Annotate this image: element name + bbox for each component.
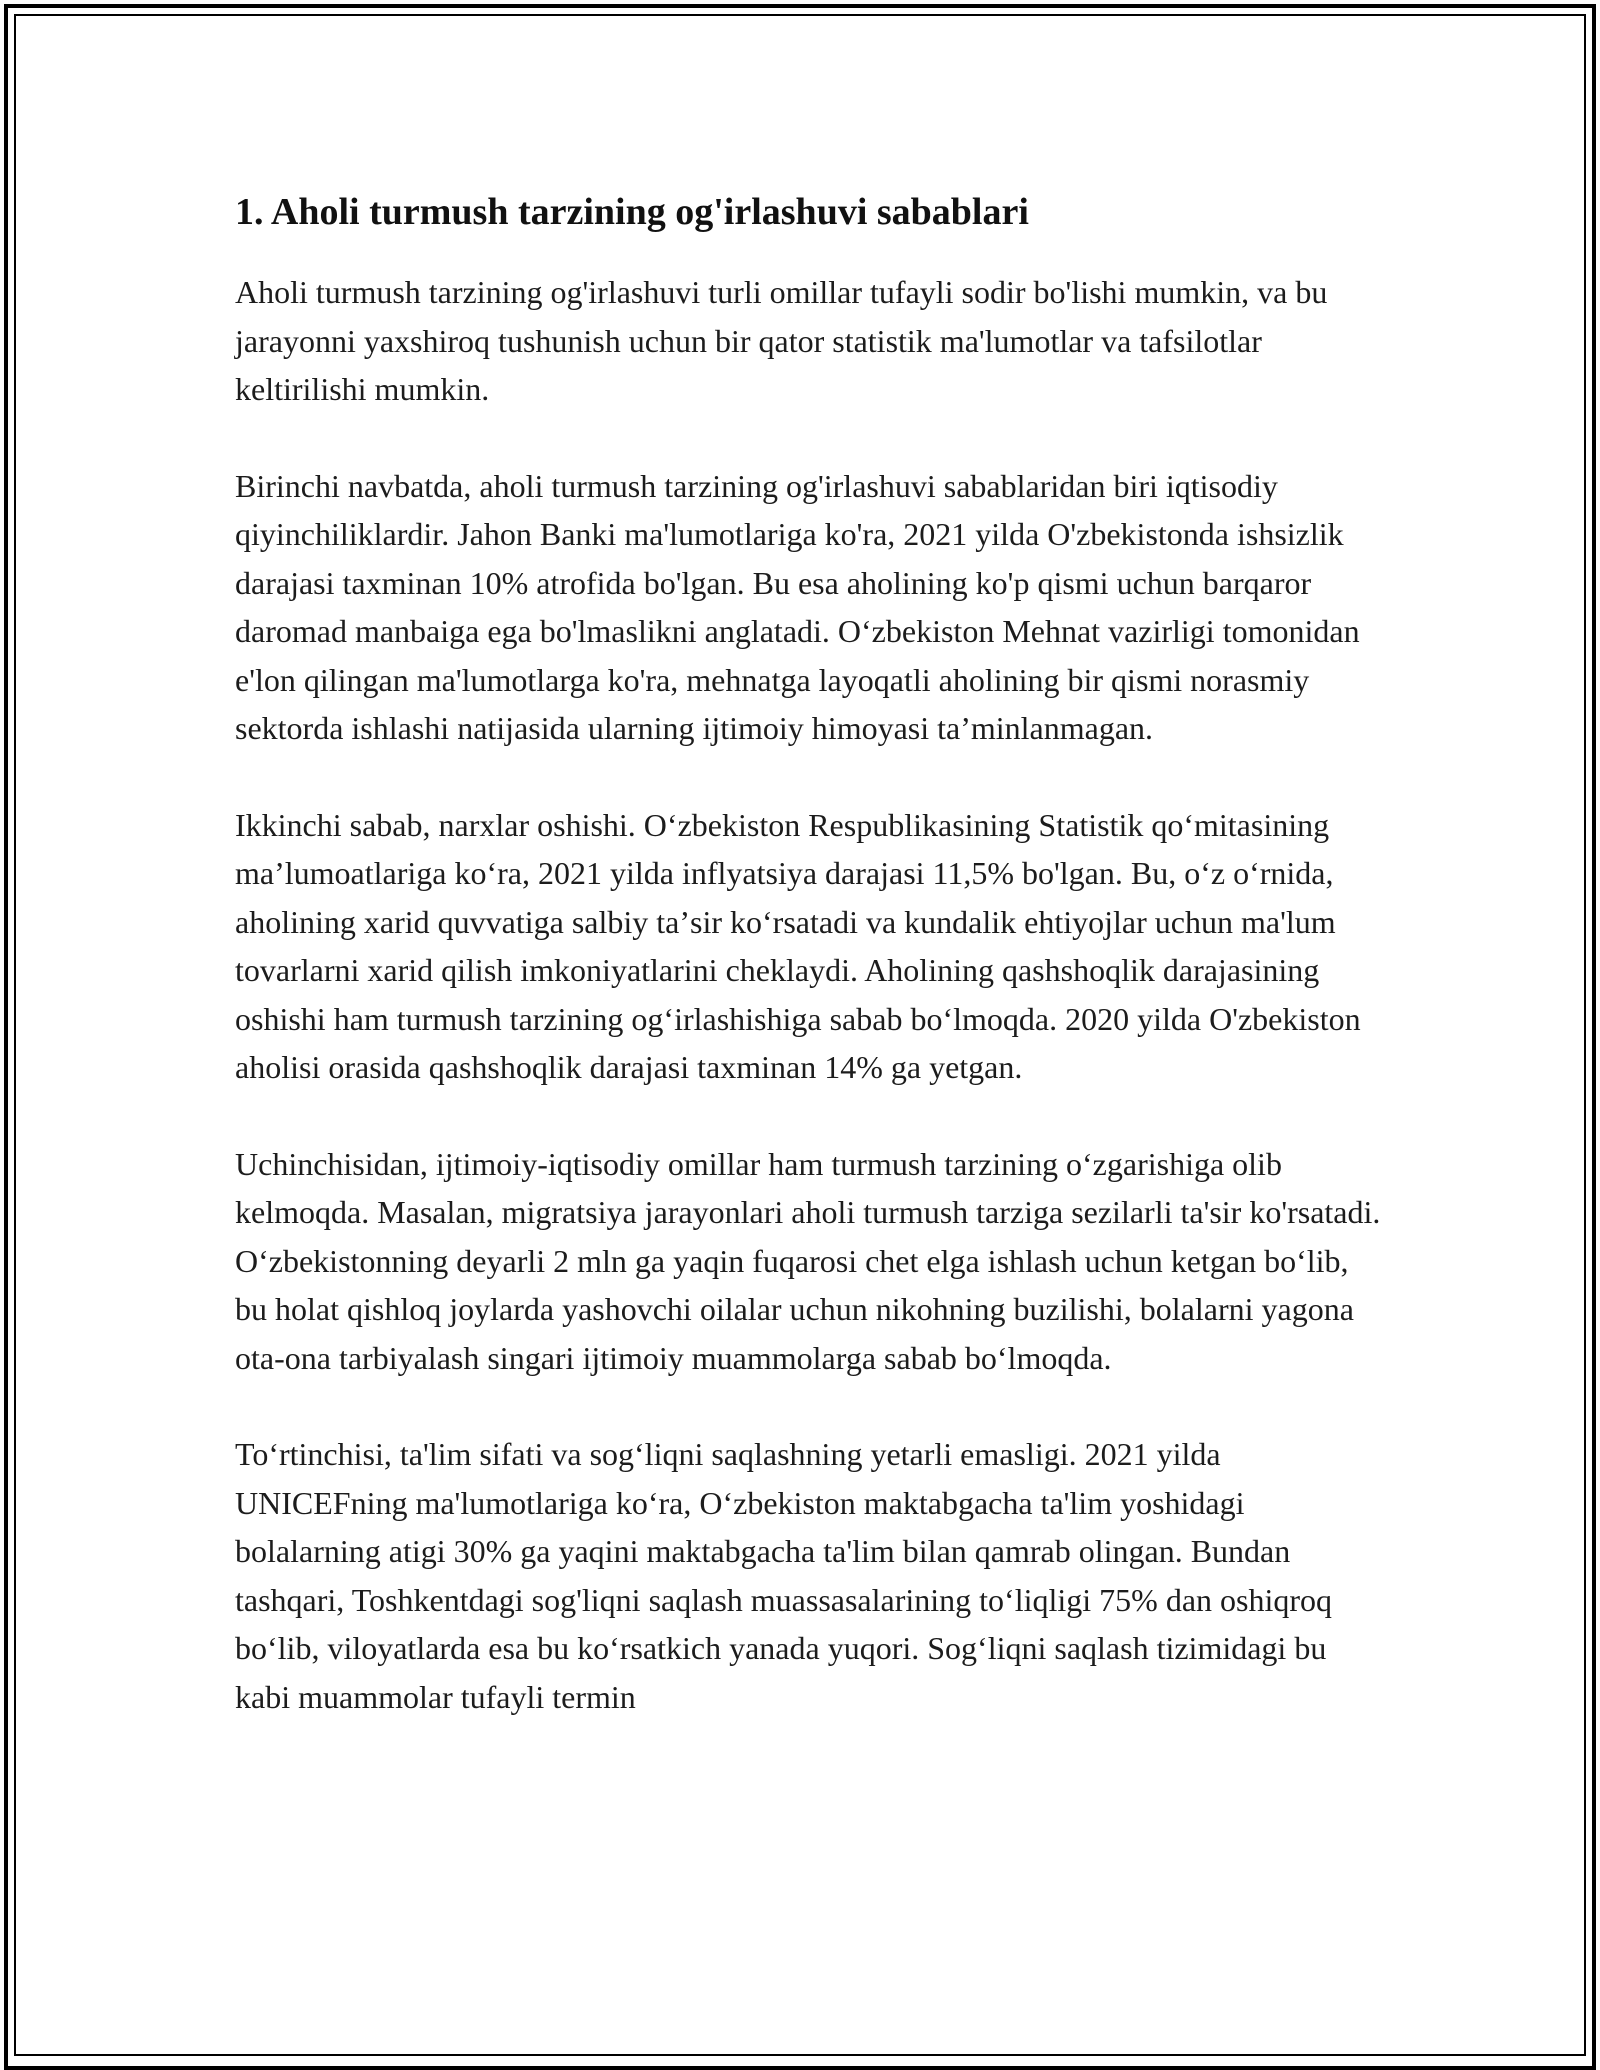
paragraph-economic-difficulties: Birinchi navbatda, aholi turmush tarzining og'irlashuvi sabablaridan biri iqtisodiy qiyinchiliklardir. Jahon Banki ma'lumotlariga ko'ra, 2021 yilda O'zbekistonda ishsizlik darajasi taxminan 10% atrofida bo'lgan. Bu esa aholining ko'p qismi uchun barqaror daromad manbaiga ega bo'lmaslikni anglatadi. Oʻzbekiston Mehnat vazirligi tomonidan e'lon qilingan ma'lumotlarga ko'ra, mehnatga layoqatli aholining bir qismi norasmiy sektorda ishlashi natijasida ularning ijtimoiy himoyasi taʼminlanmagan. bbox=[235, 467, 1360, 746]
paragraph-intro: Aholi turmush tarzining og'irlashuvi turli omillar tufayli sodir bo'lishi mumkin, va bu jarayonni yaxshiroq tushunish uchun bir qator statistik ma'lumotlar va tafsilotlar keltirilishi mumkin. bbox=[235, 274, 1328, 407]
paragraph-price-growth: Ikkinchi sabab, narxlar oshishi. Oʻzbekiston Respublikasining Statistik qoʻmitasining maʼlumoatlariga koʻra, 2021 yilda inflyatsiya darajasi 11,5% bo'lgan. Bu, oʻz oʻrnida, aholining xarid quvvatiga salbiy taʼsir koʻrsatadi va kundalik ehtiyojlar uchun ma'lum tovarlarni xarid qilish imkoniyatlarini cheklaydi. Aholining qashshoqlik darajasining oshishi ham turmush tarzining ogʻirlashishiga sabab boʻlmoqda. 2020 yilda O'zbekiston aholisi orasida qashshoqlik darajasi taxminan 14% ga yetgan. bbox=[235, 806, 1361, 1085]
document-body bbox=[235, 186, 1385, 1721]
paragraph-education-healthcare: Toʻrtinchisi, ta'lim sifati va sogʻliqni saqlashning yetarli emasligi. 2021 yilda UNICEFning ma'lumotlariga koʻra, Oʻzbekiston maktabgacha ta'lim yoshidagi bolalarning atigi 30% ga yaqini maktabgacha ta'lim bilan qamrab olingan. Bundan tashqari, Toshkentdagi sog'liqni saqlash muassasalarining toʻliqligi 75% dan oshiqroq boʻlib, viloyatlarda esa bu koʻrsatkich yanada yuqori. Sogʻliqni saqlash tizimidagi bu kabi muammolar tufayli termin bbox=[235, 1436, 1333, 1715]
paragraph-socio-economic-factors: Uchinchisidan, ijtimoiy-iqtisodiy omillar ham turmush tarzining oʻzgarishiga olib kelmoqda. Masalan, migratsiya jarayonlari aholi turmush tarziga sezilarli ta'sir ko'rsatadi. Oʻzbekistonning deyarli 2 mln ga yaqin fuqarosi chet elga ishlash uchun ketgan boʻlib, bu holat qishloq joylarda yashovchi oilalar uchun nikohning buzilishi, bolalarni yagona ota-ona tarbiyalash singari ijtimoiy muammolarga sabab boʻlmoqda. bbox=[235, 1145, 1381, 1376]
section-heading: 1. Aholi turmush tarzining og'irlashuvi sabablari bbox=[235, 191, 1029, 233]
